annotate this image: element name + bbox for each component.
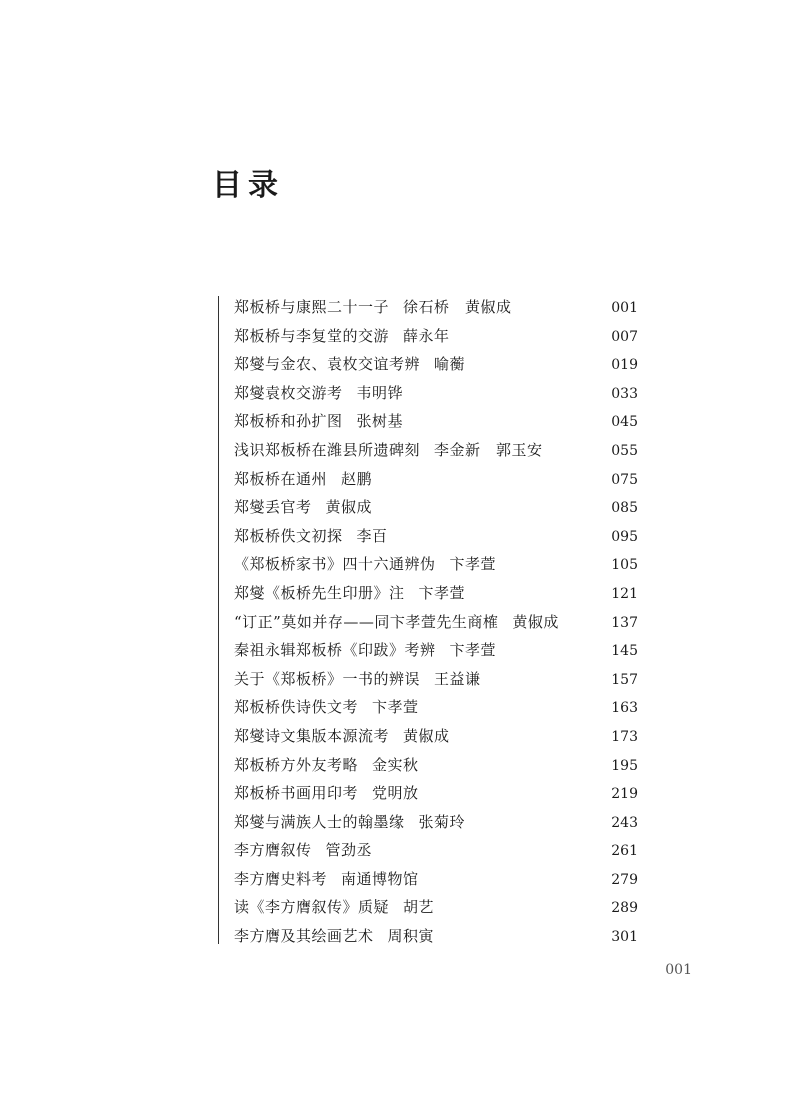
toc-entry[interactable]	[234, 722, 638, 751]
toc-entry-title: 郑燮与满族人士的翰墨缘	[234, 812, 405, 831]
toc-entry-page: 261	[611, 843, 638, 860]
toc-entry[interactable]	[234, 779, 638, 808]
page-title: 目录	[212, 168, 284, 203]
toc-entry-title: 郑板桥在通州	[234, 469, 328, 488]
toc-entry[interactable]	[234, 407, 638, 436]
toc-entry-page: 075	[611, 471, 638, 488]
toc-entry-author: 黄俶成	[403, 726, 450, 745]
toc-entry-author: 黄俶成	[325, 498, 373, 517]
toc-entry-author: 李金新 郭玉安	[434, 440, 543, 459]
toc-entry-author: 黄俶成	[512, 612, 559, 631]
toc-entry-page: 219	[611, 786, 638, 803]
toc-entry-author: 金实秋	[372, 755, 419, 774]
toc-entry-page: 095	[611, 528, 638, 545]
toc-entry-title: 郑燮丢官考	[234, 498, 312, 517]
toc-entry-page: 243	[611, 814, 638, 831]
toc-entry-page: 055	[611, 442, 638, 459]
toc-entry[interactable]	[234, 665, 638, 694]
toc-entry[interactable]	[234, 379, 638, 408]
toc-entry-page: 085	[611, 500, 638, 517]
toc-entry-title: 郑燮袁枚交游考	[234, 383, 343, 402]
toc-entry-page: 121	[611, 585, 638, 602]
toc-entry-page: 289	[611, 900, 638, 917]
toc-entry-author: 韦明铧	[356, 383, 404, 402]
toc-entry-title: 郑板桥与康熙二十一子	[234, 298, 390, 316]
toc-entry-author: 南通博物馆	[341, 869, 419, 888]
toc-entry-author: 赵鹏	[341, 469, 373, 488]
toc-entry-title: 郑燮诗文集版本源流考	[234, 726, 390, 745]
toc-entry[interactable]	[234, 922, 638, 951]
toc-entry-title: 郑板桥和孙扩图	[234, 412, 343, 431]
toc-entry-page: 137	[611, 614, 638, 631]
toc-entry-page: 157	[611, 671, 638, 688]
toc-entry-title: 郑板桥方外友考略	[234, 755, 359, 774]
toc-entry-title: 李方膺及其绘画艺术	[234, 927, 374, 946]
toc-entry[interactable]	[234, 893, 638, 922]
toc-entry-title: 郑板桥书画用印考	[234, 784, 359, 803]
page-number: 001	[665, 962, 692, 978]
toc-entry[interactable]	[234, 465, 638, 494]
toc-entry-title: 李方膺史料考	[234, 869, 328, 888]
toc-vertical-rule	[218, 296, 219, 944]
toc-entry[interactable]	[234, 322, 638, 351]
toc-entry-author: 李百	[356, 526, 388, 545]
toc-entry-author: 王益谦	[434, 669, 481, 688]
toc-entry-author: 薛永年	[403, 326, 450, 345]
toc-entry-title: 郑板桥与李复堂的交游	[234, 326, 390, 345]
toc-entry-page: 019	[611, 357, 638, 374]
toc-entry-title: 李方膺叙传	[234, 841, 312, 860]
toc-entry-title: 郑燮《板桥先生印册》注	[234, 583, 405, 602]
toc-entry-author: 党明放	[372, 784, 419, 803]
toc-entry-author: 喻蘅	[434, 355, 466, 374]
toc-entry-page: 301	[611, 929, 638, 946]
toc-entry-page: 007	[611, 328, 638, 345]
toc-entry-author: 卞孝萱	[449, 555, 497, 574]
toc-entry-author: 卞孝萱	[449, 641, 497, 660]
toc-entry-title: 关于《郑板桥》一书的辨误	[234, 669, 421, 688]
table-of-contents	[234, 293, 638, 951]
toc-entry[interactable]	[234, 293, 638, 322]
toc-entry-page: 001	[611, 300, 638, 316]
toc-entry-title: “订正”莫如并存——同卞孝萱先生商榷	[234, 612, 499, 631]
toc-entry-title: 郑燮与金农、袁枚交谊考辨	[234, 355, 421, 374]
toc-entry-page: 279	[611, 871, 638, 888]
toc-entry[interactable]	[234, 522, 638, 551]
toc-entry-page: 033	[611, 385, 638, 402]
toc-entry-title: 浅识郑板桥在潍县所遗碑刻	[234, 440, 421, 459]
toc-entry[interactable]	[234, 836, 638, 865]
toc-entry-author: 卞孝萱	[418, 583, 466, 602]
toc-entry-author: 卞孝萱	[372, 698, 419, 717]
toc-entry-page: 145	[611, 643, 638, 660]
toc-entry-title: 郑板桥佚文初探	[234, 526, 343, 545]
toc-entry-author: 周积寅	[387, 927, 435, 946]
toc-entry[interactable]	[234, 751, 638, 780]
toc-entry-page: 105	[611, 557, 638, 574]
toc-entry-page: 195	[611, 757, 638, 774]
toc-entry-title: 郑板桥佚诗佚文考	[234, 698, 359, 717]
toc-entry[interactable]	[234, 350, 638, 379]
toc-entry-page: 163	[611, 700, 638, 717]
toc-entry[interactable]	[234, 636, 638, 665]
toc-entry[interactable]	[234, 493, 638, 522]
toc-entry-title: 秦祖永辑郑板桥《印跋》考辨	[234, 641, 436, 660]
toc-entry-author: 徐石桥 黄俶成	[403, 298, 512, 316]
toc-entry-author: 管劲丞	[325, 841, 373, 860]
toc-entry-author: 张菊玲	[418, 812, 466, 831]
toc-entry-title: 读《李方膺叙传》质疑	[234, 898, 390, 917]
toc-entry-page: 045	[611, 414, 638, 431]
toc-entry[interactable]	[234, 436, 638, 465]
toc-entry[interactable]	[234, 608, 638, 637]
toc-entry[interactable]	[234, 579, 638, 608]
toc-entry[interactable]	[234, 693, 638, 722]
toc-entry[interactable]	[234, 865, 638, 894]
toc-entry[interactable]	[234, 808, 638, 837]
toc-entry[interactable]	[234, 550, 638, 579]
toc-entry-author: 胡艺	[403, 898, 435, 917]
toc-entry-page: 173	[611, 728, 638, 745]
toc-entry-title: 《郑板桥家书》四十六通辨伪	[234, 555, 436, 574]
toc-entry-author: 张树基	[356, 412, 404, 431]
